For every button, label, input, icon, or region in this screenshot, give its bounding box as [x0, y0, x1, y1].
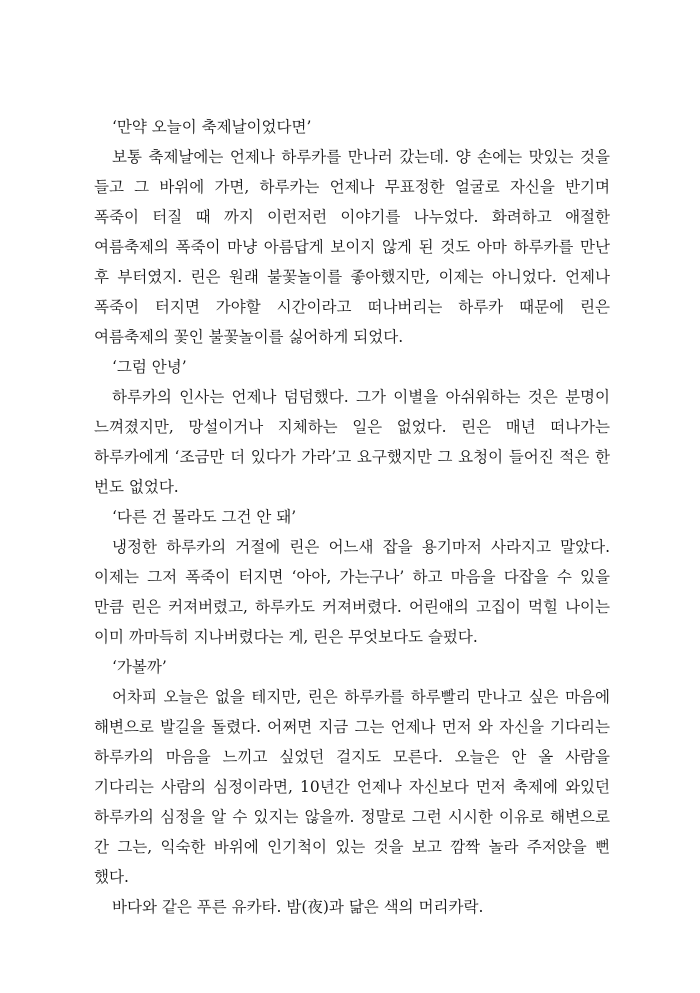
- paragraph: 보통 축제날에는 언제나 하루카를 만나러 갔는데. 양 손에는 맛있는 것을 들고 그 바위에 가면, 하루카는 언제나 무표정한 얼굴로 자신을 반기며 폭죽이 터질 때 까지 이런저런 이야기를 나누었다. 화려하고 애절한 여름축제의 폭죽이 마냥 아름답게 보이지 않게 된 것도 아마 하루카를 만난 후 부터였지. 린은 원래 불꽃놀이를 좋아했지만, 이제는 아니었다. 언제나 폭죽이 터지면 가야할 시간이라고 떠나버리는 하루카 때문에 린은 여름축제의 꽃인 불꽃놀이를 싫어하게 되었다.: [94, 148, 610, 346]
- dialogue-line: ‘다른 건 몰라도 그건 안 돼’: [112, 508, 297, 526]
- dialogue-line: ‘만약 오늘이 축제날이었다면’: [112, 118, 312, 136]
- paragraph: 하루카의 인사는 언제나 덤덤했다. 그가 이별을 아쉬워하는 것은 분명이 느껴졌지만, 망설이거나 지체하는 일은 없었다. 린은 매년 떠나가는 하루카에게 ‘조금만 더 있다가 가라’고 요구했지만 그 요청이 들어진 적은 한 번도 없었다.: [94, 388, 610, 496]
- body-text: [94, 112, 610, 922]
- dialogue-line: ‘가볼까’: [112, 658, 167, 676]
- dialogue-line: ‘그럼 안녕’: [112, 358, 187, 376]
- paragraph: 바다와 같은 푸른 유카타. 밤(夜)과 닮은 색의 머리카락.: [112, 898, 484, 916]
- paragraph: 냉정한 하루카의 거절에 린은 어느새 잡을 용기마저 사라지고 말았다. 이제는 그저 폭죽이 터지면 ‘아아, 가는구나’ 하고 마음을 다잡을 수 있을 만큼 린은 커져버렸고, 하루카도 커져버렸다. 어린애의 고집이 먹힐 나이는 이미 까마득히 지나버렸다는 게, 린은 무엇보다도 슬펐다.: [94, 538, 610, 646]
- paragraph: 어차피 오늘은 없을 테지만, 린은 하루카를 하루빨리 만나고 싶은 마음에 해변으로 발길을 돌렸다. 어쩌면 지금 그는 언제나 먼저 와 자신을 기다리는 하루카의 마음을 느끼고 싶었던 걸지도 모른다. 오늘은 안 올 사람을 기다리는 사람의 심정이라면, 10년간 언제나 자신보다 먼저 축제에 와있던 하루카의 심정을 알 수 있지는 않을까. 정말로 그런 시시한 이유로 해변으로 간 그는, 익숙한 바위에 인기척이 있는 것을 보고 깜짝 놀라 주저앉을 뻔 했다.: [94, 688, 610, 886]
